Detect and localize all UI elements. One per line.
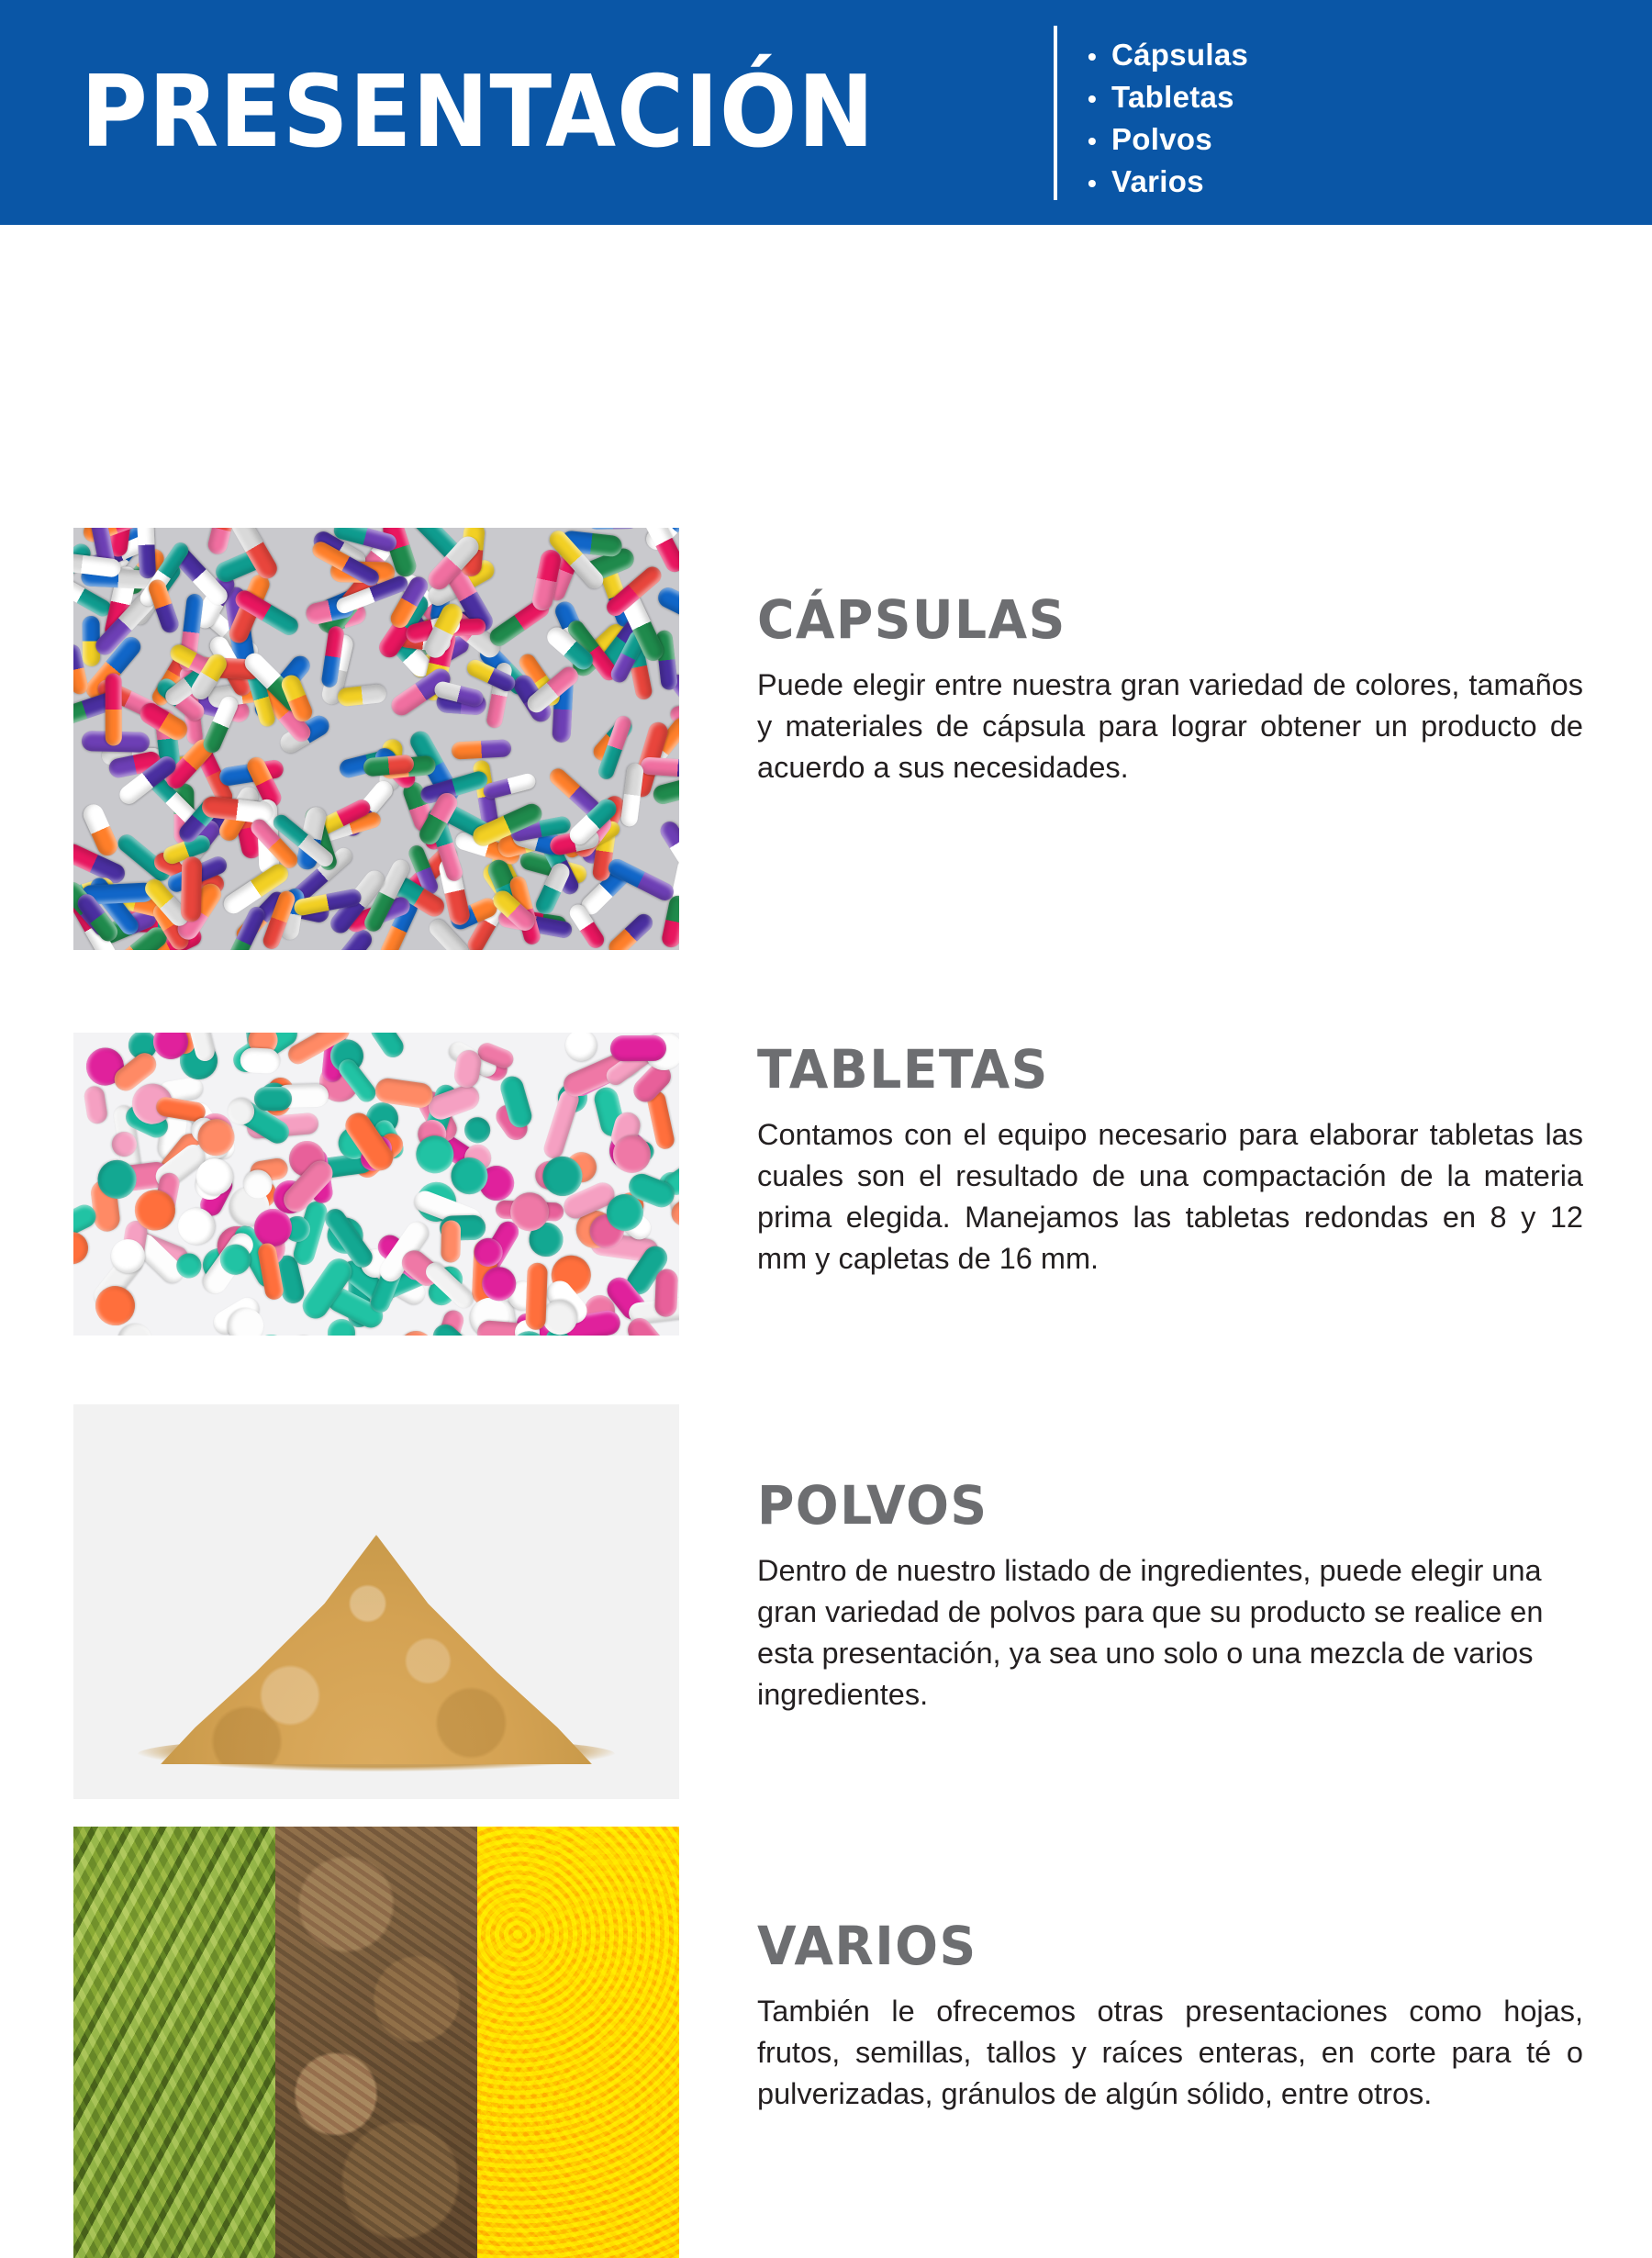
- header-bullet-label: Varios: [1111, 164, 1204, 198]
- header-bullet-item-capsulas: [1088, 35, 1248, 77]
- bullet-icon: •: [1088, 84, 1098, 113]
- bullet-icon: •: [1088, 42, 1098, 71]
- photo-colored-tablets: [73, 1033, 679, 1336]
- bullet-icon: •: [1088, 169, 1098, 197]
- section-text-capsulas: [757, 588, 1583, 788]
- header-bullet-item-varios: [1088, 162, 1248, 204]
- photo-powder-pile: [73, 1404, 679, 1799]
- header-bullet-label: Polvos: [1111, 122, 1213, 156]
- section-body-capsulas: Puede elegir entre nuestra gran variedad de colores, tamaños y materiales de cápsula para lograr obtener un producto de acuerdo a sus necesidades.: [757, 667, 1583, 784]
- section-title-capsulas: CÁPSULAS: [757, 588, 1066, 651]
- section-body-polvos: Dentro de nuestro listado de ingredientes, puede elegir una gran variedad de polvos para que su producto se realice en esta presentación, ya sea uno solo o una mezcla de varios ingredientes.: [757, 1553, 1544, 1711]
- section-body-tabletas: Contamos con el equipo necesario para elaborar tabletas las cuales son el resultado de una compactación de la materia prima elegida. Manejamos las tabletas redondas en 8 y 12 mm y capletas de 16 mm.: [757, 1117, 1583, 1275]
- photo-dried-roots: [275, 1827, 477, 2258]
- header-bullet-item-tabletas: [1088, 77, 1248, 119]
- page-title: PRESENTACIÓN: [81, 54, 876, 170]
- section-text-tabletas: [757, 1038, 1583, 1280]
- photo-colored-capsules: [73, 528, 679, 950]
- section-title-polvos: POLVOS: [757, 1474, 988, 1537]
- header-divider: [1054, 26, 1057, 200]
- section-text-polvos: [757, 1474, 1583, 1716]
- header-bullet-label: Tabletas: [1111, 80, 1234, 114]
- bullet-icon: •: [1088, 127, 1098, 155]
- section-title-varios: VARIOS: [757, 1915, 977, 1977]
- powder-pile: [161, 1535, 592, 1764]
- section-body-varios: También le ofrecemos otras presentaciones como hojas, frutos, semillas, tallos y raíces enteras, en corte para té o pulverizadas, gránulos de algún sólido, entre otros.: [757, 1994, 1583, 2110]
- header-bullet-item-polvos: [1088, 119, 1248, 162]
- photo-leaves-roots-granules: [73, 1827, 679, 2258]
- header-bullet-list: [1088, 35, 1248, 204]
- section-title-tabletas: TABLETAS: [757, 1038, 1049, 1101]
- header-bullet-label: Cápsulas: [1111, 38, 1249, 72]
- page-header: [0, 0, 1652, 225]
- section-text-varios: [757, 1915, 1583, 2115]
- photo-orange-granules: [477, 1827, 679, 2258]
- photo-cut-leaves: [73, 1827, 275, 2258]
